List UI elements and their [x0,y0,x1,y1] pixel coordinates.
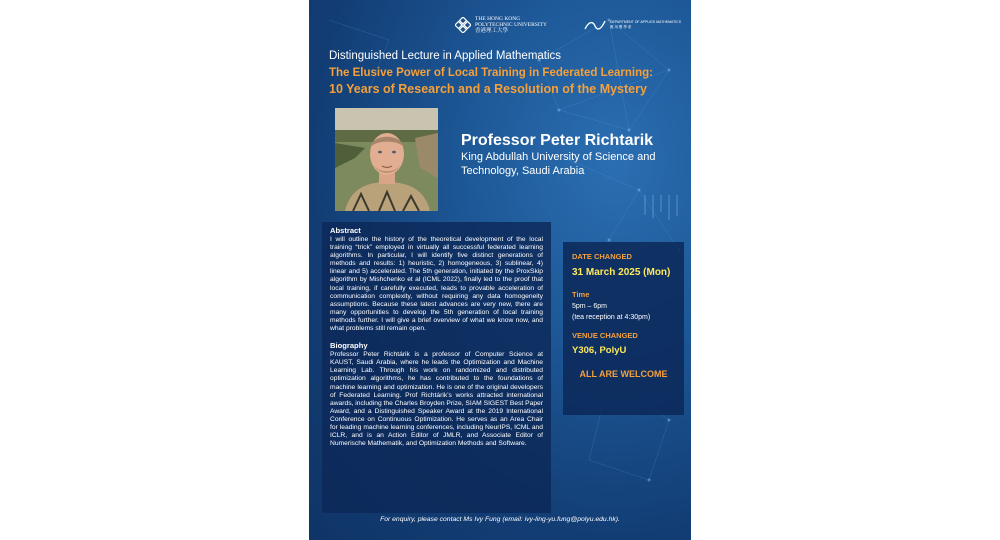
biography-heading: Biography [330,341,368,351]
abstract-text: I will outline the history of the theoretical development of the local training “trick” employed in virtually all successful federated learning algorithms. In particular, I will identify five distinct generations of methods and results: 1) heuristic, 2) homogeneous, 3) sublinear, 4) linear and 5) accelerated. The 5th generation, initiated by the ProxSkip algorithm by Mishchenko et al (ICML 2022), finally led to the proof that local training, if carefully executed, leads to provable acceleration of communication complexity, without requiring any data homogeneity assumptions. Because these latest advances are very new, there are many opportunities to develop the 5th generation of local training methods further. I will give a brief overview of what we know now, and what problems still remain open. [330,236,543,333]
polyu-logo [455,16,547,34]
lecture-series: Distinguished Lecture in Applied Mathematics [329,50,562,62]
university-name-line1: THE HONG KONG [475,16,521,22]
event-poster [309,0,691,540]
speaker-portrait-image [335,108,438,211]
venue-label: VENUE CHANGED [572,331,638,340]
enquiry-footer: For enquiry, please contact Ms Ivy Fung (email: ivy-ling-yu.fung@polyu.edu.hk). [380,516,620,523]
university-name-line2: POLYTECHNIC UNIVERSITY [475,22,548,28]
tea-reception: (tea reception at 4:30pm) [572,314,651,321]
abstract-heading: Abstract [330,226,361,235]
department-name-zh: 應 用 數 學 系 [610,25,632,29]
biography-text: Professor Peter Richtárik is a professor of Computer Science at KAUST, Saudi Arabia, where he leads the Optimization and Machine Learning Lab. Through his work on randomized and distributed optimization algorithms, he has contributed to the foundations of machine learning and optimization. He is one of the original developers of Federated Learning. Prof Richtárik’s works attracted international awards, including the Charles Broyden Prize, SIAM SIGEST Best Paper Award, and a Distinguished Speaker Award at the 2019 International Conference on Continuous Optimization. He serves as an Area Chair for leading machine learning conferences, including NeurIPS, ICML and ICLR, and is an Action Editor of JMLR, and Associate Editor of Numerische Mathematik, and Optimization Methods and Software. [330,351,543,448]
lecture-title-line2: 10 Years of Research and a Resolution of the Mystery [329,82,647,96]
lecture-title-line1: The Elusive Power of Local Training in Federated Learning: [329,67,653,79]
department-logo [584,19,681,31]
time-label: Time [572,290,590,299]
event-date: 31 March 2025 (Mon) [572,267,671,278]
event-venue: Y306, PolyU [572,345,627,356]
event-time: 5pm – 6pm [572,303,608,310]
university-name-zh: 香港理工大學 [475,28,509,34]
date-label: DATE CHANGED [572,252,632,261]
speaker-affiliation: King Abdullah University of Science and Technology, Saudi Arabia [461,151,656,177]
polyu-emblem-icon [455,17,471,33]
department-name: DEPARTMENT OF APPLIED MATHEMATICS [610,20,682,24]
all-welcome-note: ALL ARE WELCOME [579,369,668,379]
department-emblem-icon [584,19,606,31]
event-details-panel [563,242,684,415]
speaker-name: Professor Peter Richtarik [461,132,654,149]
abstract-biography-panel [322,222,551,513]
speaker-photo [335,108,438,211]
